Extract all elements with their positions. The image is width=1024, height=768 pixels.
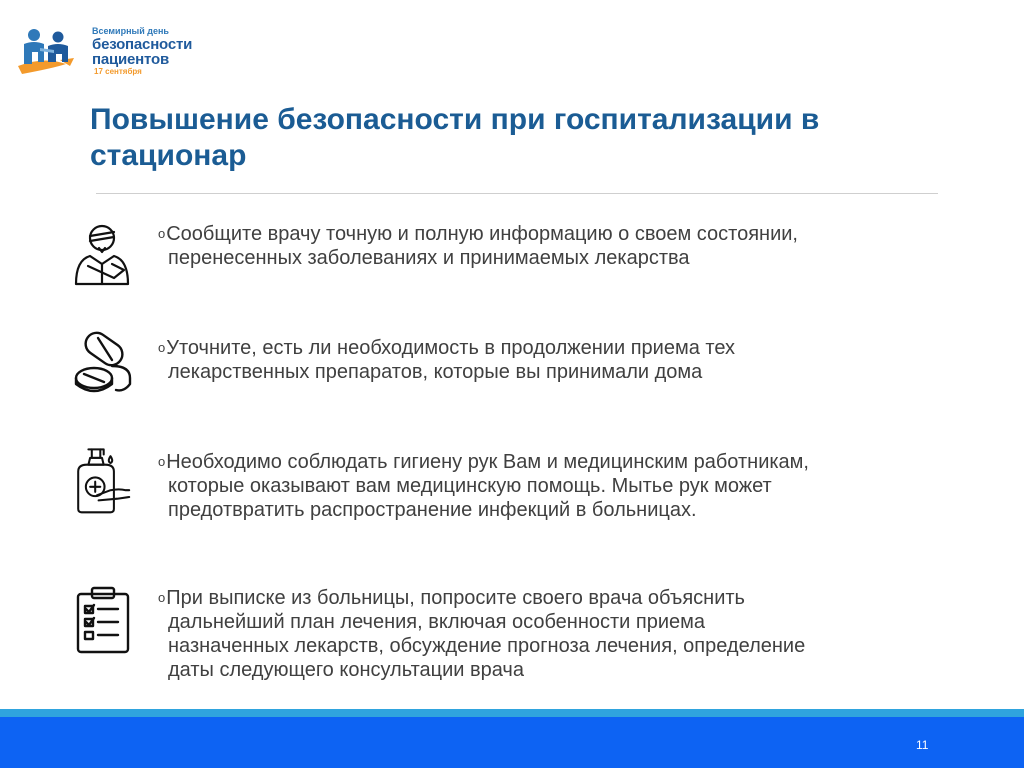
page-number: 11 (916, 738, 929, 752)
item-line-2: дальнейший план лечения, включая особенности приема (168, 611, 706, 633)
item-text (158, 586, 918, 682)
item-line-1: Сообщите врачу точную и полную информацию о своем состоянии, (166, 223, 798, 245)
bandaged-patient-icon (68, 220, 136, 288)
hand-sanitizer-icon (68, 446, 136, 514)
logo-line-2: безопасности (92, 36, 193, 53)
item-line-2: лекарственных препаратов, которые вы принимали дома (168, 361, 703, 383)
footer-stripe (0, 709, 1024, 717)
logo-line-3: пациентов (92, 51, 169, 68)
item-text (158, 336, 918, 384)
item-line-1: Уточните, есть ли необходимость в продолжении приема тех (166, 337, 736, 359)
slide-title: Повышение безопасности при госпитализации в стационар (90, 103, 820, 172)
title-divider (96, 193, 938, 194)
item-line-1: Необходимо соблюдать гигиену рук Вам и медицинским работникам, (166, 451, 809, 473)
logo-line-1: Всемирный день (92, 26, 169, 36)
pills-icon (68, 330, 136, 398)
item-text (158, 450, 918, 522)
bullet-marker: o (158, 340, 166, 355)
item-line-4: даты следующего консультации врача (168, 659, 524, 681)
item-text (158, 222, 918, 270)
people-logo-icon (14, 26, 84, 78)
bullet-marker: o (158, 454, 166, 469)
event-logo (14, 24, 214, 80)
item-line-3: предотвратить распространение инфекций в больницах. (168, 499, 697, 521)
item-line-1: При выписке из больницы, попросите своего врача объяснить (166, 587, 745, 609)
bullet-marker: o (158, 590, 166, 605)
item-line-3: назначенных лекарств, обсуждение прогноза лечения, определение (168, 635, 806, 657)
logo-date: 17 сентября (94, 67, 142, 76)
item-line-2: перенесенных заболеваниях и принимаемых лекарства (168, 247, 690, 269)
footer-bar (0, 717, 1024, 768)
item-line-2: которые оказывают вам медицинскую помощь. Мытье рук может (168, 475, 772, 497)
clipboard-checklist-icon (68, 586, 136, 654)
bullet-marker: o (158, 226, 166, 241)
